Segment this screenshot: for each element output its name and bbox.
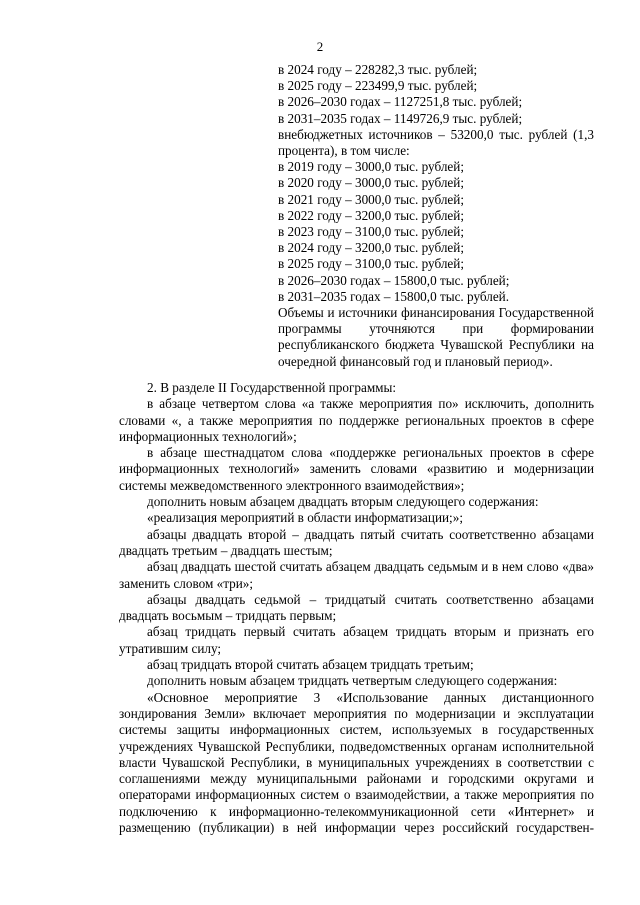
funding-line: в 2024 году – 3200,0 тыс. рублей; xyxy=(278,240,464,256)
page-number: 2 xyxy=(316,39,324,54)
amendment-paragraph: абзац двадцать шестой считать абзацем двадцать седьмым и в нем слово «два» заменить словом «три»; xyxy=(119,559,594,591)
amendment-paragraph: абзац тридцать первый считать абзацем тридцать вторым и признать его утратившим силу; xyxy=(119,624,594,656)
quoted-new-paragraph: «Основное мероприятие 3 «Использование данных дистанционного зондирования Земли» включает мероприятия по модернизации и эксплуатации системы защиты информационных систем, используемых в государственных учреждениях Чувашской Республики, подведомственных органам исполнительной власти Чувашской Республики, в муниципальных учреждениях в соответствии с соглашениями между муниципальными районами и городскими округами и операторами информационных систем о взаимодействии, а также мероприятия по подключению к информационно-телекоммуникационной сети «Интернет» и размещению (публикации) в ней информации через российский государствен- xyxy=(119,689,594,836)
funding-line: в 2026–2030 годах – 15800,0 тыс. рублей; xyxy=(278,272,510,288)
amendment-paragraph: абзац тридцать второй считать абзацем тридцать третьим; xyxy=(147,657,474,673)
funding-line: в 2022 году – 3200,0 тыс. рублей; xyxy=(278,207,464,223)
amendment-paragraph: «реализация мероприятий в области информатизации;»; xyxy=(147,510,463,526)
funding-line: в 2031–2035 годах – 1149726,9 тыс. рублей; xyxy=(278,110,523,126)
amendment-paragraph: в абзаце четвертом слова «а также мероприятия по» исключить, дополнить словами «, а также мероприятия по поддержке региональных проектов в сфере информационных технологий»; xyxy=(119,396,594,444)
section-heading: 2. В разделе II Государственной программы: xyxy=(147,380,397,395)
funding-line: в 2020 году – 3000,0 тыс. рублей; xyxy=(278,175,464,191)
amendment-paragraph: абзацы двадцать второй – двадцать пятый считать соответственно абзацами двадцать третьим – двадцать шестым; xyxy=(119,526,594,558)
funding-line: в 2025 году – 223499,9 тыс. рублей; xyxy=(278,78,478,94)
extra-budget-sources: внебюджетных источников – 53200,0 тыс. рублей (1,3 процента), в том числе: xyxy=(278,126,594,159)
funding-line: в 2023 году – 3100,0 тыс. рублей; xyxy=(278,224,464,240)
funding-line: в 2026–2030 годах – 1127251,8 тыс. рублей; xyxy=(278,94,523,110)
funding-line: в 2019 году – 3000,0 тыс. рублей; xyxy=(278,159,464,175)
funding-line: в 2021 году – 3000,0 тыс. рублей; xyxy=(278,191,464,207)
section-amendments xyxy=(119,380,594,836)
funding-line: в 2024 году – 228282,3 тыс. рублей; xyxy=(278,62,478,77)
amendment-paragraph: дополнить новым абзацем тридцать четвертым следующего содержания: xyxy=(147,673,558,689)
funding-line: в 2025 году – 3100,0 тыс. рублей; xyxy=(278,256,464,272)
funding-block xyxy=(278,62,594,370)
funding-line: в 2031–2035 годах – 15800,0 тыс. рублей. xyxy=(278,288,510,304)
amendment-paragraph: абзацы двадцать седьмой – тридцатый считать соответственно абзацами двадцать восьмым – тридцать первым; xyxy=(119,591,594,624)
amendment-paragraph: в абзаце шестнадцатом слова «поддержке региональных проектов в сфере информационных технологий» заменить словами «развитию и модернизации системы межведомственного электронного взаимодействия»; xyxy=(119,445,594,493)
amendment-paragraph: дополнить новым абзацем двадцать вторым следующего содержания: xyxy=(147,494,539,510)
funding-note: Объемы и источники финансирования Государственной программы уточняются при формировании республиканского бюджета Чувашской Республики на очередной финансовый год и плановый период». xyxy=(278,305,594,369)
